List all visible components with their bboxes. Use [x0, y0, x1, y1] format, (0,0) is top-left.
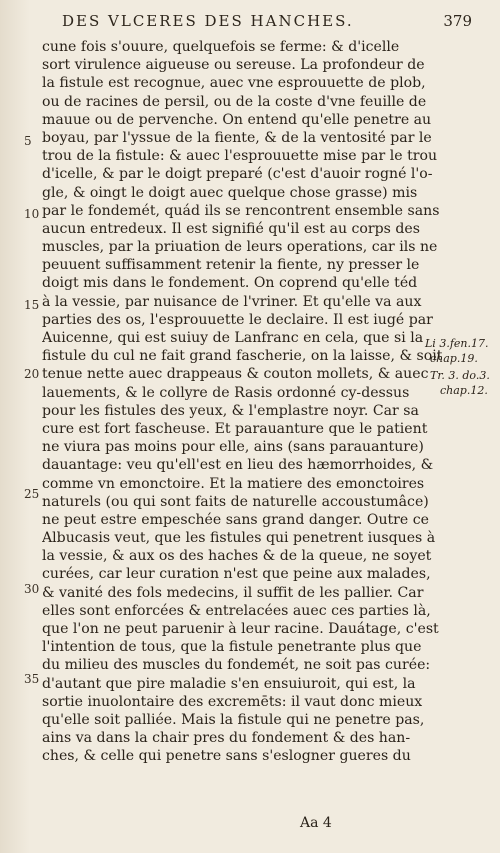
text-line: Albucasis veut, que les fistules qui penetrent iusques à — [42, 530, 436, 547]
text-line: dauantage: veu qu'ell'est en lieu des hæmorrhoides, & — [42, 457, 434, 474]
text-line: mauue ou de pervenche. On entend qu'elle penetre au — [42, 111, 432, 128]
page-gutter — [0, 0, 30, 853]
text-line: & vanité des fols medecins, il suffit de les pallier. Car — [42, 584, 424, 601]
text-line: cure est fort fascheuse. Et parauanture que le patient — [42, 420, 428, 437]
line-number: 30 — [24, 582, 40, 596]
side-note: chap.19. — [430, 352, 478, 365]
text-line: d'autant que pire maladie s'en ensuiuroit, qui est, la — [42, 675, 416, 692]
line-number: 35 — [24, 672, 40, 686]
text-line: par le fondemét, quád ils se rencontrent ensemble sans — [42, 202, 440, 219]
text-line: la vessie, & aux os des haches & de la queue, ne soyet — [42, 548, 432, 565]
text-line: ou de racines de persil, ou de la coste d'vne feuille de — [42, 93, 427, 110]
text-line: elles sont enforcées & entrelacées auec ces parties là, — [42, 602, 431, 619]
text-line: aucun entredeux. Il est signifié qu'il est au corps des — [42, 220, 420, 237]
text-line: pour les fistules des yeux, & l'emplastre noyr. Car sa — [42, 402, 419, 419]
line-number: 15 — [24, 298, 40, 312]
text-line: l'intention de tous, que la fistule penetrante plus que — [42, 639, 422, 656]
text-line: parties des os, l'esprouuette le declaire. Il est iugé par — [42, 311, 433, 328]
text-line: sort virulence aigueuse ou sereuse. La profondeur de — [42, 57, 425, 74]
text-line: fistule du cul ne fait grand fascherie, on la laisse, & soit — [42, 348, 442, 365]
text-line: d'icelle, & par le doigt preparé (c'est d'auoir rogné l'o- — [42, 166, 433, 183]
text-line: naturels (ou qui sont faits de naturelle accoustumâce) — [42, 493, 429, 510]
line-number: 25 — [24, 487, 40, 501]
text-line: peuuent suffisamment retenir la fiente, ny presser le — [42, 257, 420, 274]
side-note: Tr. 3. do.3. — [430, 369, 490, 382]
page-number: 379 — [443, 12, 472, 30]
text-line: lauements, & le collyre de Rasis ordonné cy-dessus — [42, 384, 410, 401]
text-line: ains va dans la chair pres du fondement & des han- — [42, 730, 411, 747]
text-line: à la vessie, par nuisance de l'vriner. Et qu'elle va aux — [42, 293, 422, 310]
line-number: 10 — [24, 207, 40, 221]
line-number: 20 — [24, 367, 40, 381]
running-title: DES VLCERES DES HANCHES. — [62, 12, 354, 30]
text-line: la fistule est recognue, auec vne esprouuette de plob, — [42, 75, 426, 92]
text-line: trou de la fistule: & auec l'esprouuette mise par le trou — [42, 148, 438, 165]
text-line: ne viura pas moins pour elle, ains (sans parauanture) — [42, 439, 424, 456]
side-note: Li 3.fen.17. — [425, 337, 489, 350]
text-line: comme vn emonctoire. Et la matiere des emonctoires — [42, 475, 425, 492]
side-note: chap.12. — [440, 384, 488, 397]
text-line: cune fois s'ouure, quelquefois se ferme: & d'icelle — [42, 39, 400, 55]
text-line: curées, car leur curation n'est que peine aux malades, — [42, 566, 431, 583]
text-line: tenue nette auec drappeaus & couton mollets, & auec — [42, 366, 429, 383]
text-line: doigt mis dans le fondement. On coprend qu'elle téd — [42, 275, 418, 292]
signature-mark: Aa 4 — [300, 815, 332, 831]
text-line: Auicenne, qui est suiuy de Lanfranc en cela, que si la — [42, 330, 424, 346]
text-line: gle, & oingt le doigt auec quelque chose grasse) mis — [42, 184, 418, 201]
text-line: boyau, par l'yssue de la fiente, & de la ventosité par le — [42, 129, 432, 146]
text-line: sortie inuolontaire des excremēts: il vaut donc mieux — [42, 693, 423, 710]
text-line: que l'on ne peut paruenir à leur racine. Dauátage, c'est — [42, 621, 439, 637]
page-header — [62, 12, 472, 36]
text-line: qu'elle soit palliée. Mais la fistule qui ne penetre pas, — [42, 711, 425, 728]
text-line: ches, & celle qui penetre sans s'eslogner gueres du — [42, 748, 411, 765]
text-line: muscles, par la priuation de leurs operations, car ils ne — [42, 239, 438, 256]
text-body — [42, 38, 442, 766]
text-line: du milieu des muscles du fondemét, ne soit pas curée: — [42, 657, 431, 674]
text-line: ne peut estre empeschée sans grand danger. Outre ce — [42, 511, 429, 528]
line-number: 5 — [24, 134, 32, 148]
